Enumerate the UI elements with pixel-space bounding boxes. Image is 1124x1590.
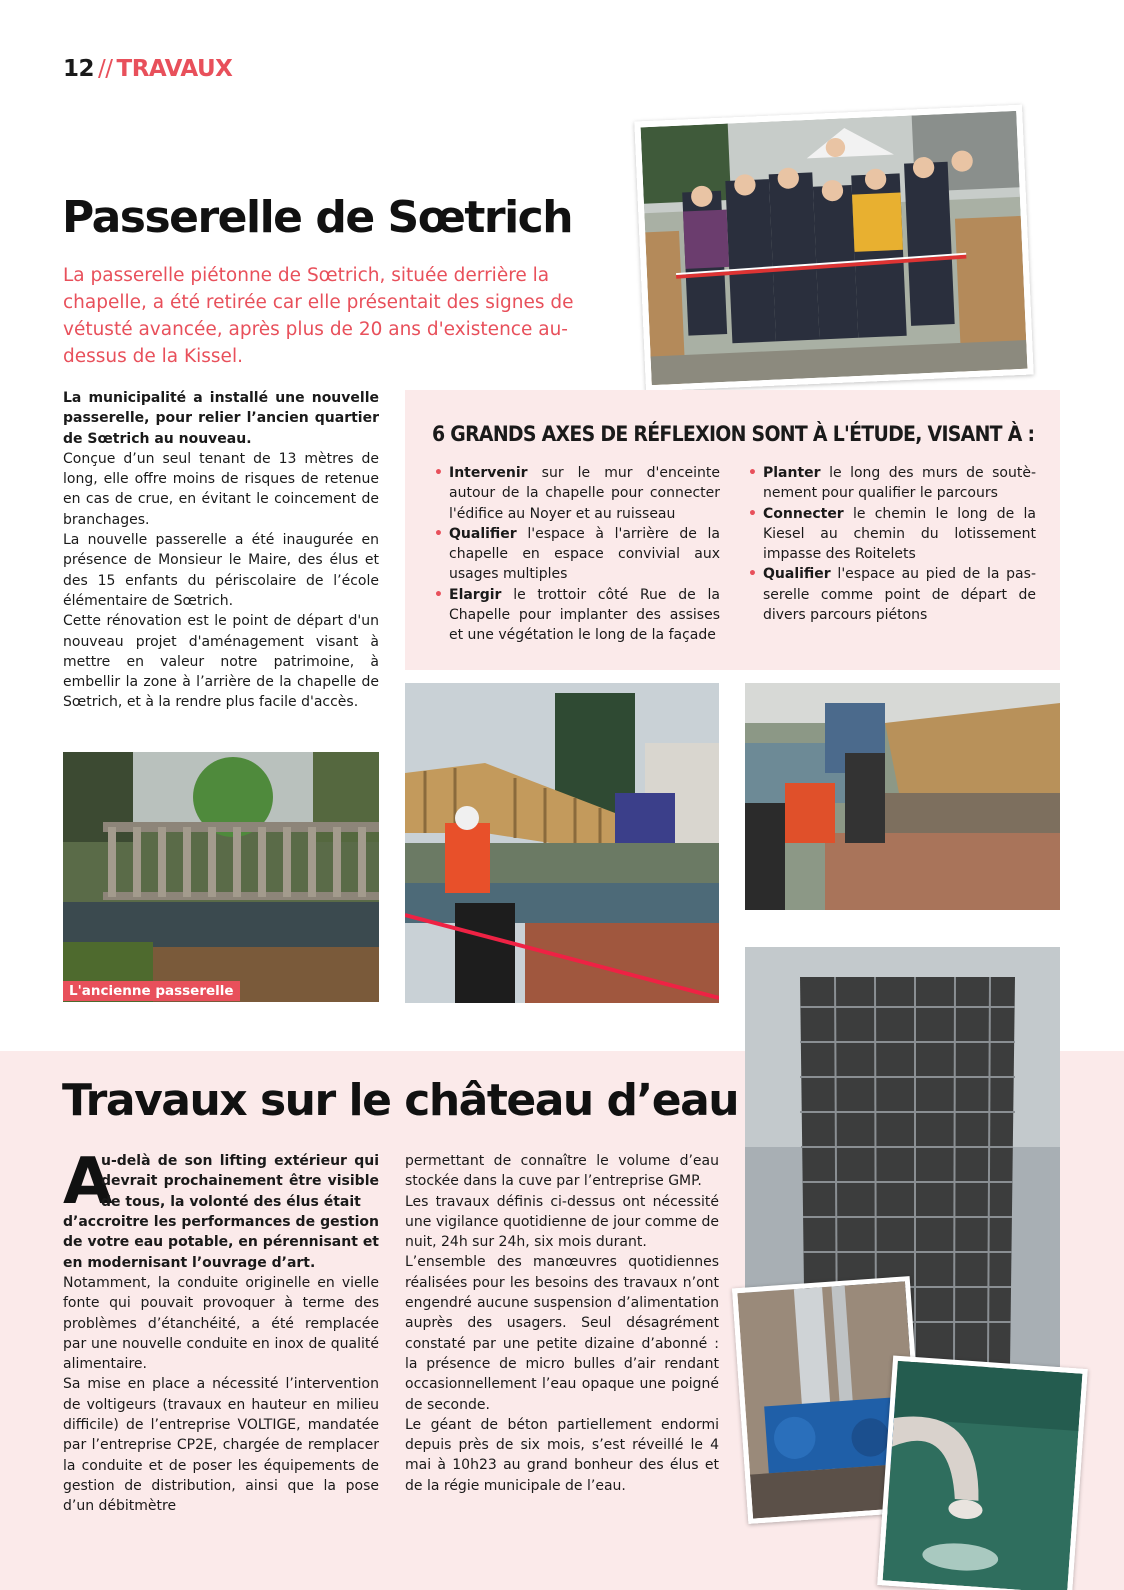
article-body-passerelle bbox=[63, 388, 379, 713]
paragraph: La nouvelle passerelle a été inaugurée en présence de Monsieur le Maire, des élus et des 15 enfants du périscolaire de l’école élémentaire de Sœtrich. bbox=[63, 532, 379, 609]
paragraph: Sa mise en place a nécessité l’intervention de voltigeurs (travaux en hauteur en milieu difficile) de l’entreprise VOLTIGE, mandatée par l’entreprise CP2E, chargée de remplacer la conduite et de poser les équipements de gestion de distribution, ainsi que la pose d’un débitmètre bbox=[63, 1376, 379, 1515]
article-title-chateau-eau: Travaux sur le château d’eau bbox=[62, 1075, 739, 1126]
header-separator: // bbox=[98, 56, 113, 82]
list-item: • Qualifier l'espace au pied de la passerelle comme point de départ de divers parcours piétons bbox=[746, 564, 1036, 625]
axes-list-right bbox=[746, 463, 1036, 625]
intro-paragraph: La municipalité a installé une nouvelle passerelle, pour relier l’ancien quartier de Sœtrich au nouveau. bbox=[63, 390, 379, 447]
inauguration-photo bbox=[634, 105, 1033, 392]
paragraph: Cette rénovation est le point de départ d'un nouveau projet d'aménagement visant à mettre en valeur notre patrimoine, à embellir la zone à l’arrière de la chapelle de Sœtrich, et à la rendre plus facile d'accès. bbox=[63, 613, 379, 711]
article-body-col2 bbox=[405, 1151, 719, 1496]
list-item: • Intervenir sur le mur d'enceinte autour de la chapelle pour connecter l'édifice au Noyer et au ruisseau bbox=[432, 463, 720, 524]
article-body-col1 bbox=[63, 1273, 379, 1517]
paragraph: Le géant de béton partiellement endormi depuis près de six mois, s’est réveillé le 4 mai à 10h23 au grand bonheur des élus et de la régie municipale de l’eau. bbox=[405, 1416, 719, 1494]
crane-installation-photo bbox=[405, 683, 719, 1003]
list-item: • Connecter le chemin le long de la Kiesel au chemin du lotissement impasse des Roitelets bbox=[746, 504, 1036, 565]
article-title-passerelle: Passerelle de Sœtrich bbox=[62, 192, 573, 243]
workers-photo bbox=[745, 683, 1060, 910]
photo-caption: L'ancienne passerelle bbox=[63, 981, 240, 1001]
paragraph: Les travaux définis ci-dessus ont nécessité une vigilance quotidienne de jour comme de nuit, 24h sur 24h, six mois durant. bbox=[405, 1193, 719, 1251]
axes-list-left bbox=[432, 463, 720, 646]
page-number: 12 bbox=[63, 56, 95, 82]
intro-paragraph-continued: d’accroitre les performances de gestion de votre eau potable, en pérennisant et en modernisant l’ouvrage d’art. bbox=[63, 1214, 379, 1271]
paragraph: Conçue d’un seul tenant de 13 mètres de long, elle offre moins de risques de retenue en cas de crue, en évitant le coincement de branchages. bbox=[63, 450, 379, 528]
tank-water-photo bbox=[877, 1355, 1088, 1590]
article-lead: La passerelle piétonne de Sœtrich, située derrière la chapelle, a été retirée car elle présentait des signes de vétusté avancée, après plus de 20 ans d'existence au-dessus de la Kissel. bbox=[63, 265, 574, 367]
drop-cap: A bbox=[63, 1145, 113, 1219]
list-item: • Elargir le trottoir côté Rue de la Chapelle pour implanter des assises et une végétation le long de la façade bbox=[432, 585, 720, 646]
intro-paragraph: u-delà de son lifting extérieur qui devrait prochainement être visible de tous, la volonté des élus était bbox=[101, 1153, 379, 1210]
list-item: • Qualifier l'espace à l'arrière de la chapelle en espace convivial aux usages multiples bbox=[432, 524, 720, 585]
paragraph: Notamment, la conduite originelle en vielle fonte qui pouvait provoquer à terme des problèmes d’étanchéité, a été remplacée par une nouvelle conduite en inox de qualité alimentaire. bbox=[63, 1275, 379, 1373]
list-item: • Planter le long des murs de soutènement pour qualifier le parcours bbox=[746, 463, 1036, 504]
axes-title: 6 GRANDS AXES DE RÉFLEXION SONT À L'ÉTUDE, VISANT À : bbox=[432, 422, 1035, 446]
paragraph: L’ensemble des manœuvres quotidiennes réalisées pour les besoins des travaux n’ont engendré aucune suspension d’alimentation auprès des usagers. Seul désagrément constaté par une petite dizaine d’abonné : la présence de micro bulles d’air rendant occasionnellement l’eau opaque une poigné de seconde. bbox=[405, 1254, 719, 1413]
section-title: TRAVAUX bbox=[116, 56, 233, 82]
page-header bbox=[63, 56, 232, 82]
paragraph: permettant de connaître le volume d’eau stockée dans la cuve par l’entreprise GMP. bbox=[405, 1153, 719, 1190]
old-bridge-photo bbox=[63, 752, 379, 1002]
